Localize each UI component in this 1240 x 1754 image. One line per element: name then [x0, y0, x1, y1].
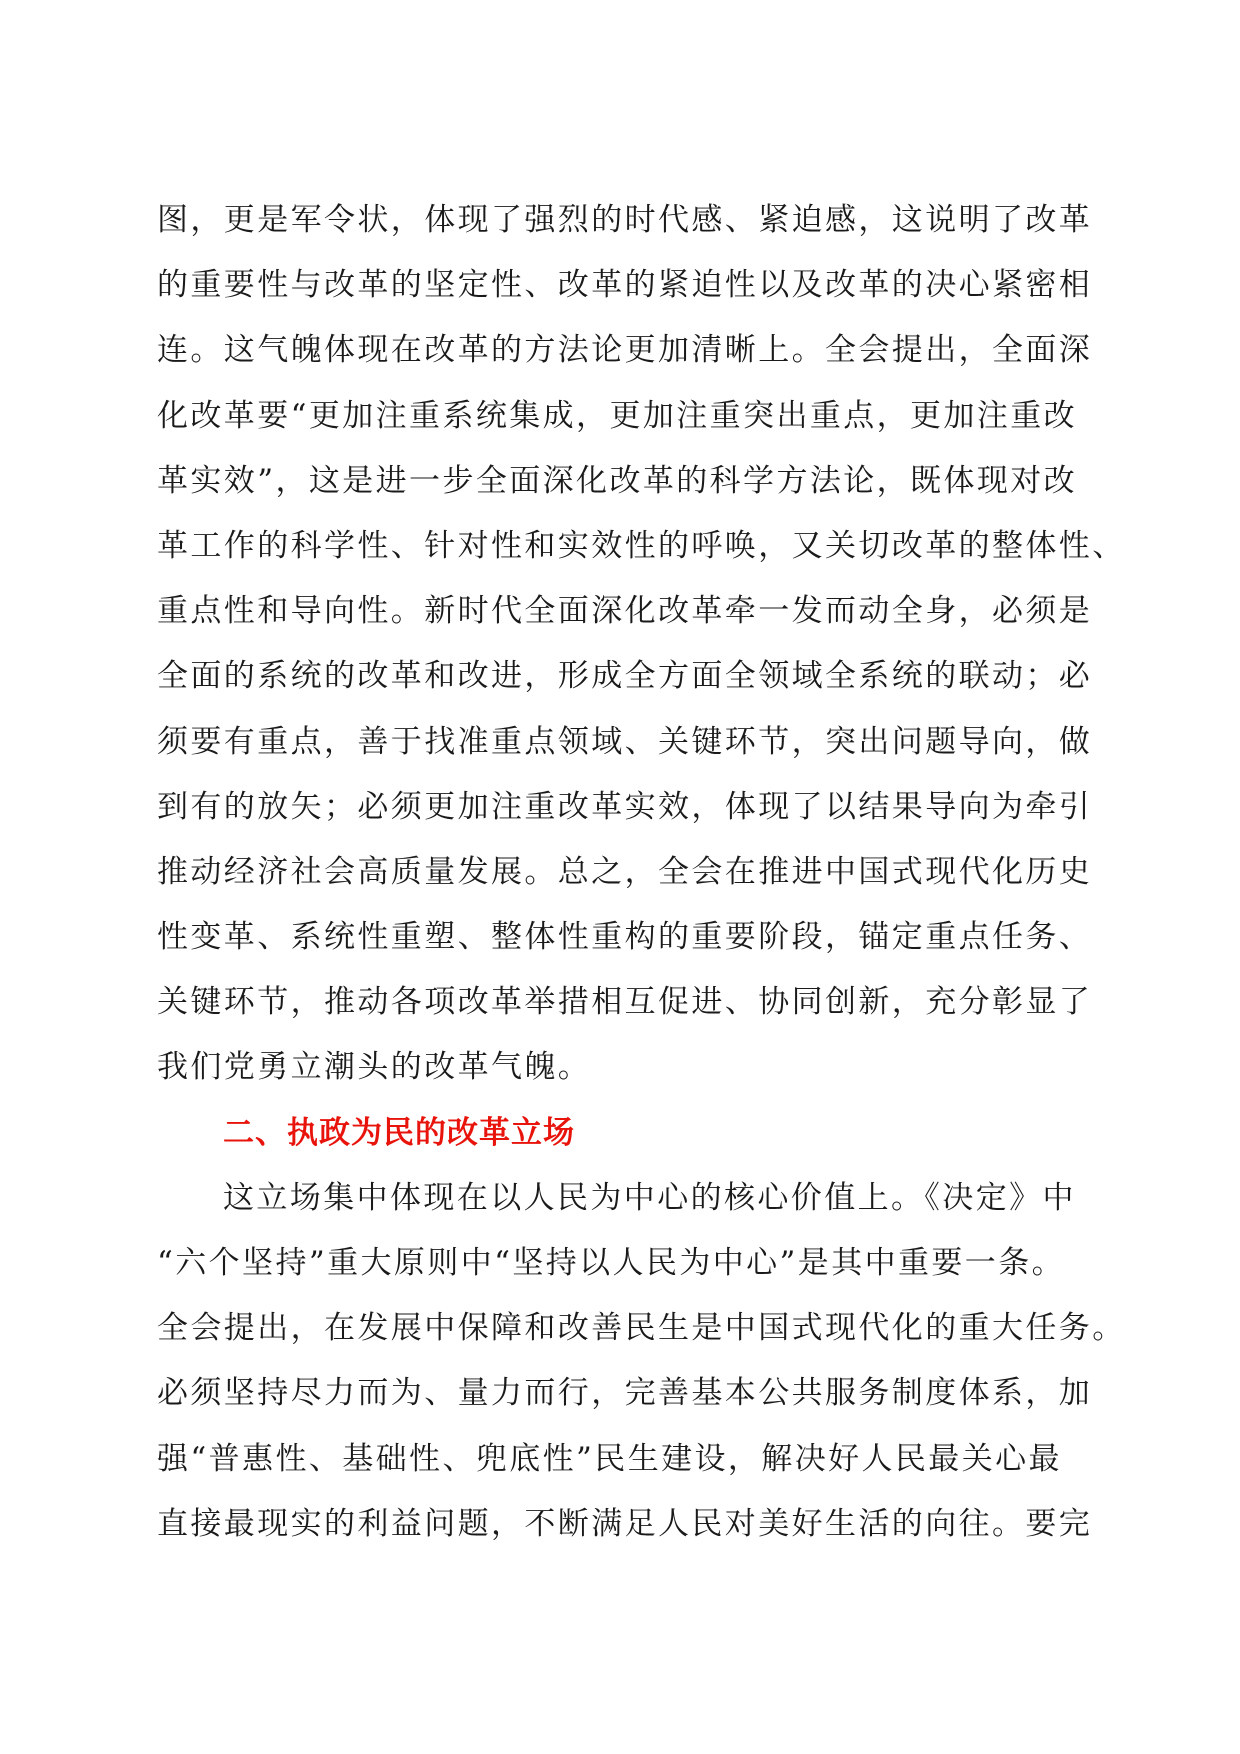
- text-line: 性变革、系统性重塑、整体性重构的重要阶段，锚定重点任务、: [157, 919, 1093, 956]
- text-line: 的重要性与改革的坚定性、改革的紧迫性以及改革的决心紧密相: [157, 267, 1093, 304]
- text-line: 我们党勇立潮头的改革气魄。: [157, 1049, 592, 1086]
- text-line: 关键环节，推动各项改革举措相互促进、协同创新，充分彰显了: [157, 984, 1093, 1021]
- text-line: 推动经济社会高质量发展。总之，全会在推进中国式现代化历史: [157, 853, 1093, 890]
- text-line: 重点性和导向性。新时代全面深化改革牵一发而动全身，必须是: [157, 593, 1093, 630]
- text-line: 图，更是军令状，体现了强烈的时代感、紧迫感，这说明了改革: [157, 202, 1093, 238]
- text-line: 全会提出，在发展中保障和改善民生是中国式现代化的重大任务。: [157, 1310, 1126, 1347]
- section-heading: 二、执政为民的改革立场: [223, 1114, 575, 1151]
- text-line: 化改革要“更加注重系统集成，更加注重突出重点，更加注重改: [157, 397, 1078, 434]
- text-line: 到有的放矢；必须更加注重改革实效，体现了以结果导向为牵引: [157, 788, 1093, 825]
- text-line: 必须坚持尽力而为、量力而行，完善基本公共服务制度体系，加: [157, 1375, 1093, 1412]
- text-line: 革工作的科学性、针对性和实效性的呼唤，又关切改革的整体性、: [157, 527, 1126, 564]
- text-line: 连。这气魄体现在改革的方法论更加清晰上。全会提出，全面深: [157, 332, 1093, 369]
- text-line: 革实效”，这是进一步全面深化改革的科学方法论，既体现对改: [157, 462, 1078, 499]
- text-line: 须要有重点，善于找准重点领域、关键环节，突出问题导向，做: [157, 723, 1093, 760]
- text-line: 直接最现实的利益问题，不断满足人民对美好生活的向往。要完: [157, 1505, 1093, 1542]
- paragraph-reform-spirit: [157, 188, 1126, 1101]
- paragraph-people-centered: [157, 1166, 1126, 1557]
- text-line: 强“普惠性、基础性、兜底性”民生建设，解决好人民最关心最: [157, 1440, 1062, 1477]
- text-line: 这立场集中体现在以人民为中心的核心价值上。《决定》中: [223, 1179, 1076, 1216]
- document-body: [157, 188, 1126, 1557]
- text-line: 全面的系统的改革和改进，形成全方面全领域全系统的联动；必: [157, 658, 1093, 695]
- text-line: “六个坚持”重大原则中“坚持以人民为中心”是其中重要一条。: [157, 1245, 1065, 1281]
